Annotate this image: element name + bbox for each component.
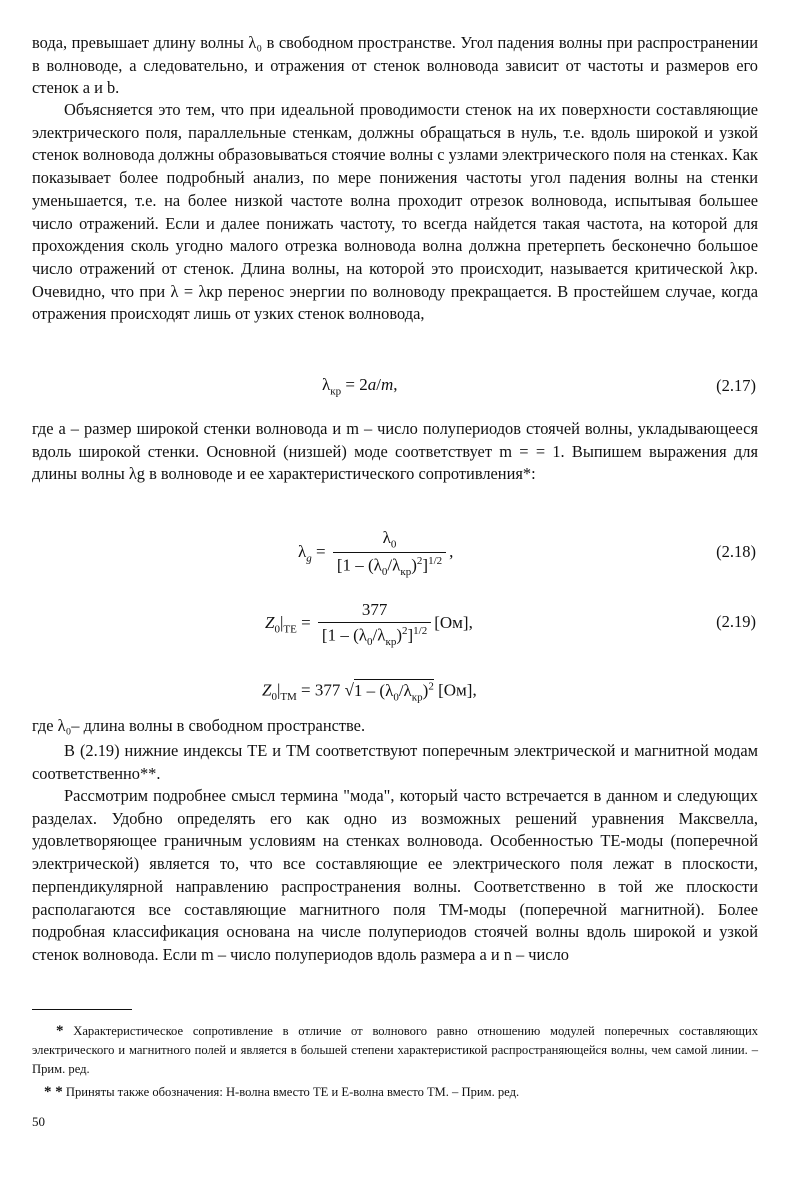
footnote-2: * * Приняты также обозначения: Н-волна вместо ТЕ и Е-волна вместо ТМ. – Прим. ред. [44, 1084, 520, 1100]
paragraph-5: В (2.19) нижние индексы ТЕ и ТМ соответствуют поперечным электрической и магнитной модам соответственно**. [32, 741, 758, 783]
paragraph-2: Объясняется это тем, что при идеальной проводимости стенок на их поверхности составляющие электрического поля, параллельные стенкам, должны обращаться в нуль, т.е. вдоль широкой и узкой стенок волновода должны образовываться стоячие волны с узлами электрического поля на стенках. Как показывает более подробный анализ, по мере понижения частоты угол падения волны на стенки уменьшается, т.е. на более низкой частоте волна проходит отрезок волновода, испытывая большее число отражений. Если и далее понижать частоту, то всегда найдется такая частота, на которой для прохождения сколь угодно малого отрезка волновода волна должна претерпеть бесконечно большое число отражений от стенок. Длина волны, на которой это происходит, называется критической λкр. Очевидно, что при λ = λкр перенос энергии по волноводу прекращается. В простейшем случае, когда отражения происходят лишь от узких стенок волновода, [32, 100, 758, 324]
equation-number-2-18: (2.18) [716, 542, 756, 561]
footnote-1: * Характеристическое сопротивление в отличие от волнового равно отношению модулей поперечных составляющих электрического и магнитного полей и является в большей степени характеристикой распространяющейся волны, чем самой линии. – Прим. ред. [32, 1023, 758, 1076]
fraction-2-19: $\frac{377}{[1 - (\lambda_0/\lambda_{кр})^2]^{1/2}}$ [318, 600, 431, 648]
fraction-2-18: $\frac{\lambda_0}{[1 - (\lambda_0/\lambda_{кр})^2]^{1/2}}$ [333, 528, 446, 578]
equation-2-18: $\lambda_g$ = $\frac{\lambda_0}{[1 - (\lambda_0/\lambda_{кр})^2]^{1/2}}$ , [298, 528, 454, 579]
paragraph-4: где λ₀– длина волны в свободном пространстве. [32, 716, 366, 735]
paragraph-3: где a – размер широкой стенки волновода и m – число полупериодов стоячей волны, укладывающееся вдоль широкой стенки. Основной (низшей) моде соответствует m = = 1. Выпишем выражения для длины волны λg в волноводе и ее характеристического сопротивления*: [32, 419, 758, 484]
equation-number-2-19: (2.19) [716, 612, 756, 631]
equation-2-19-tm: $Z_0|_{ТМ} = 377$ $√1 - (\lambda_0/\lambda_{кр})^2$ [Ом], [262, 680, 477, 704]
equation-2-19-te: $Z_0|_{ТЕ}$ = $\frac{377}{[1 - (\lambda_0/\lambda_{кр})^2]^{1/2}}$ [Ом], [265, 600, 473, 649]
footnote-divider [32, 1009, 132, 1010]
paragraph-6: Рассмотрим подробнее смысл термина "мода", который часто встречается в данном и следующих разделах. Удобно определять его как одно из возможных решений уравнения Максвелла, удовлетворяющее граничным условиям на стенках волновода. Особенностью ТЕ-моды (поперечной электрической) является то, что все составляющие ее электрического поля лежат в плоскости, перпендикулярной направлению распространения волны. Соответственно в той же плоскости располагаются все составляющие магнитного поля ТМ-моды (поперечной магнитной). Более подробная классификация основана на числе полупериодов стоячей волны вдоль широкой и узкой стенок волновода. Если m – число полупериодов вдоль размера a и n – число [32, 786, 758, 964]
paragraph-1: вода, превышает длину волны λ₀ в свободном пространстве. Угол падения волны при распространении в волноводе, а следовательно, и отражения от стенок волновода зависит от частоты и размеров его стенок a и b. [32, 33, 758, 98]
equation-number-2-17: (2.17) [716, 376, 756, 395]
equation-2-17: $\lambda_{кр} = 2a/m$, [322, 375, 398, 398]
page-number: 50 [32, 1114, 45, 1129]
